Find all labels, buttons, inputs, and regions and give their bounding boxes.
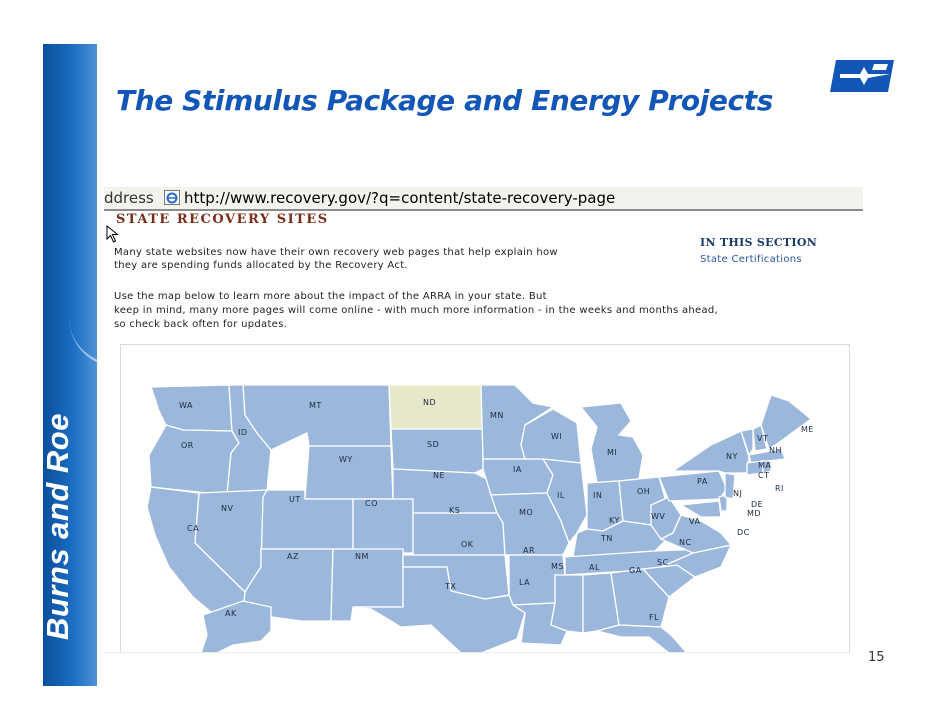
- svg-text:IL: IL: [557, 491, 565, 500]
- slide-title: The Stimulus Package and Energy Projects: [116, 84, 773, 117]
- svg-text:MN: MN: [490, 411, 504, 420]
- state-MT[interactable]: [243, 385, 391, 450]
- page-heading: STATE RECOVERY SITES: [116, 212, 329, 227]
- svg-text:NM: NM: [355, 552, 369, 561]
- svg-text:MA: MA: [758, 461, 772, 470]
- svg-text:MI: MI: [607, 448, 618, 457]
- svg-text:ND: ND: [423, 398, 437, 407]
- svg-text:WA: WA: [179, 401, 193, 410]
- svg-text:AK: AK: [225, 609, 237, 618]
- state-MS[interactable]: [551, 575, 583, 633]
- svg-text:GA: GA: [629, 566, 642, 575]
- svg-text:AR: AR: [523, 546, 536, 555]
- state-OR[interactable]: [149, 425, 239, 495]
- footer-divider: [104, 652, 849, 653]
- svg-text:KS: KS: [449, 506, 461, 515]
- svg-text:NH: NH: [769, 446, 782, 455]
- intro-line-2: they are spending funds allocated by the Recovery Act.: [114, 260, 408, 271]
- svg-text:NE: NE: [433, 471, 446, 480]
- svg-text:NY: NY: [726, 452, 738, 461]
- svg-text:FL: FL: [649, 613, 660, 622]
- svg-text:CT: CT: [758, 471, 770, 480]
- state-PA[interactable]: [659, 471, 727, 501]
- svg-text:ME: ME: [801, 425, 814, 434]
- svg-text:RI: RI: [775, 484, 784, 493]
- state-KS[interactable]: [413, 513, 505, 555]
- svg-text:CO: CO: [365, 499, 378, 508]
- info-line-2: keep in mind, many more pages will come online - with much more information - in the weeks and months ahead,: [114, 305, 719, 316]
- state-certifications-link[interactable]: State Certifications: [700, 254, 802, 265]
- svg-text:WI: WI: [551, 432, 563, 441]
- info-line-1: Use the map below to learn more about the impact of the ARRA in your state. But: [114, 291, 547, 302]
- state-MI[interactable]: [581, 403, 643, 483]
- svg-text:IN: IN: [593, 491, 603, 500]
- svg-text:MS: MS: [551, 562, 564, 571]
- info-line-3: so check back often for updates.: [114, 319, 288, 330]
- svg-text:TX: TX: [445, 582, 457, 591]
- svg-text:MD: MD: [747, 509, 762, 518]
- internet-explorer-icon: [164, 190, 180, 205]
- svg-text:DC: DC: [737, 528, 750, 537]
- address-url[interactable]: http://www.recovery.gov/?q=content/state-recovery-page: [184, 189, 616, 207]
- state-MD[interactable]: [681, 501, 721, 517]
- svg-text:TN: TN: [601, 534, 613, 543]
- svg-text:LA: LA: [519, 578, 531, 587]
- svg-text:SC: SC: [657, 558, 669, 567]
- intro-line-1: Many state websites now have their own recovery web pages that help explain how: [114, 247, 558, 258]
- svg-text:DE: DE: [751, 500, 764, 509]
- svg-text:NV: NV: [221, 504, 234, 513]
- svg-text:AZ: AZ: [287, 552, 299, 561]
- svg-text:NC: NC: [679, 538, 692, 547]
- svg-text:KY: KY: [609, 516, 620, 525]
- mouse-cursor-icon: [106, 225, 120, 243]
- svg-text:WV: WV: [651, 512, 666, 521]
- state-WY[interactable]: [305, 446, 393, 499]
- svg-text:OK: OK: [461, 540, 474, 549]
- us-map: [120, 344, 850, 653]
- section-heading: IN THIS SECTION: [700, 236, 818, 249]
- svg-text:CA: CA: [187, 524, 200, 533]
- svg-text:OH: OH: [637, 487, 651, 496]
- svg-text:SD: SD: [427, 440, 440, 449]
- state-SD[interactable]: [391, 429, 483, 473]
- svg-text:NJ: NJ: [733, 489, 743, 498]
- svg-text:UT: UT: [289, 495, 301, 504]
- svg-text:AL: AL: [589, 563, 600, 572]
- svg-text:WY: WY: [339, 455, 353, 464]
- address-bar: [104, 187, 863, 211]
- svg-text:IA: IA: [513, 465, 522, 474]
- state-ND[interactable]: [389, 385, 483, 429]
- svg-text:PA: PA: [697, 477, 708, 486]
- address-label: ddress: [104, 189, 154, 207]
- browser-screenshot: [104, 187, 863, 652]
- svg-text:VT: VT: [757, 434, 769, 443]
- state-ME[interactable]: [761, 395, 811, 449]
- page-number: 15: [868, 650, 885, 665]
- state-CO[interactable]: [353, 499, 413, 553]
- company-name-vertical: Burns and Roe: [40, 413, 75, 640]
- svg-text:ID: ID: [238, 428, 248, 437]
- company-logo-icon: [830, 54, 900, 98]
- svg-text:MO: MO: [519, 508, 534, 517]
- svg-text:MT: MT: [309, 401, 322, 410]
- svg-text:OR: OR: [181, 441, 194, 450]
- state-FL[interactable]: [597, 625, 687, 653]
- svg-text:VA: VA: [689, 517, 701, 526]
